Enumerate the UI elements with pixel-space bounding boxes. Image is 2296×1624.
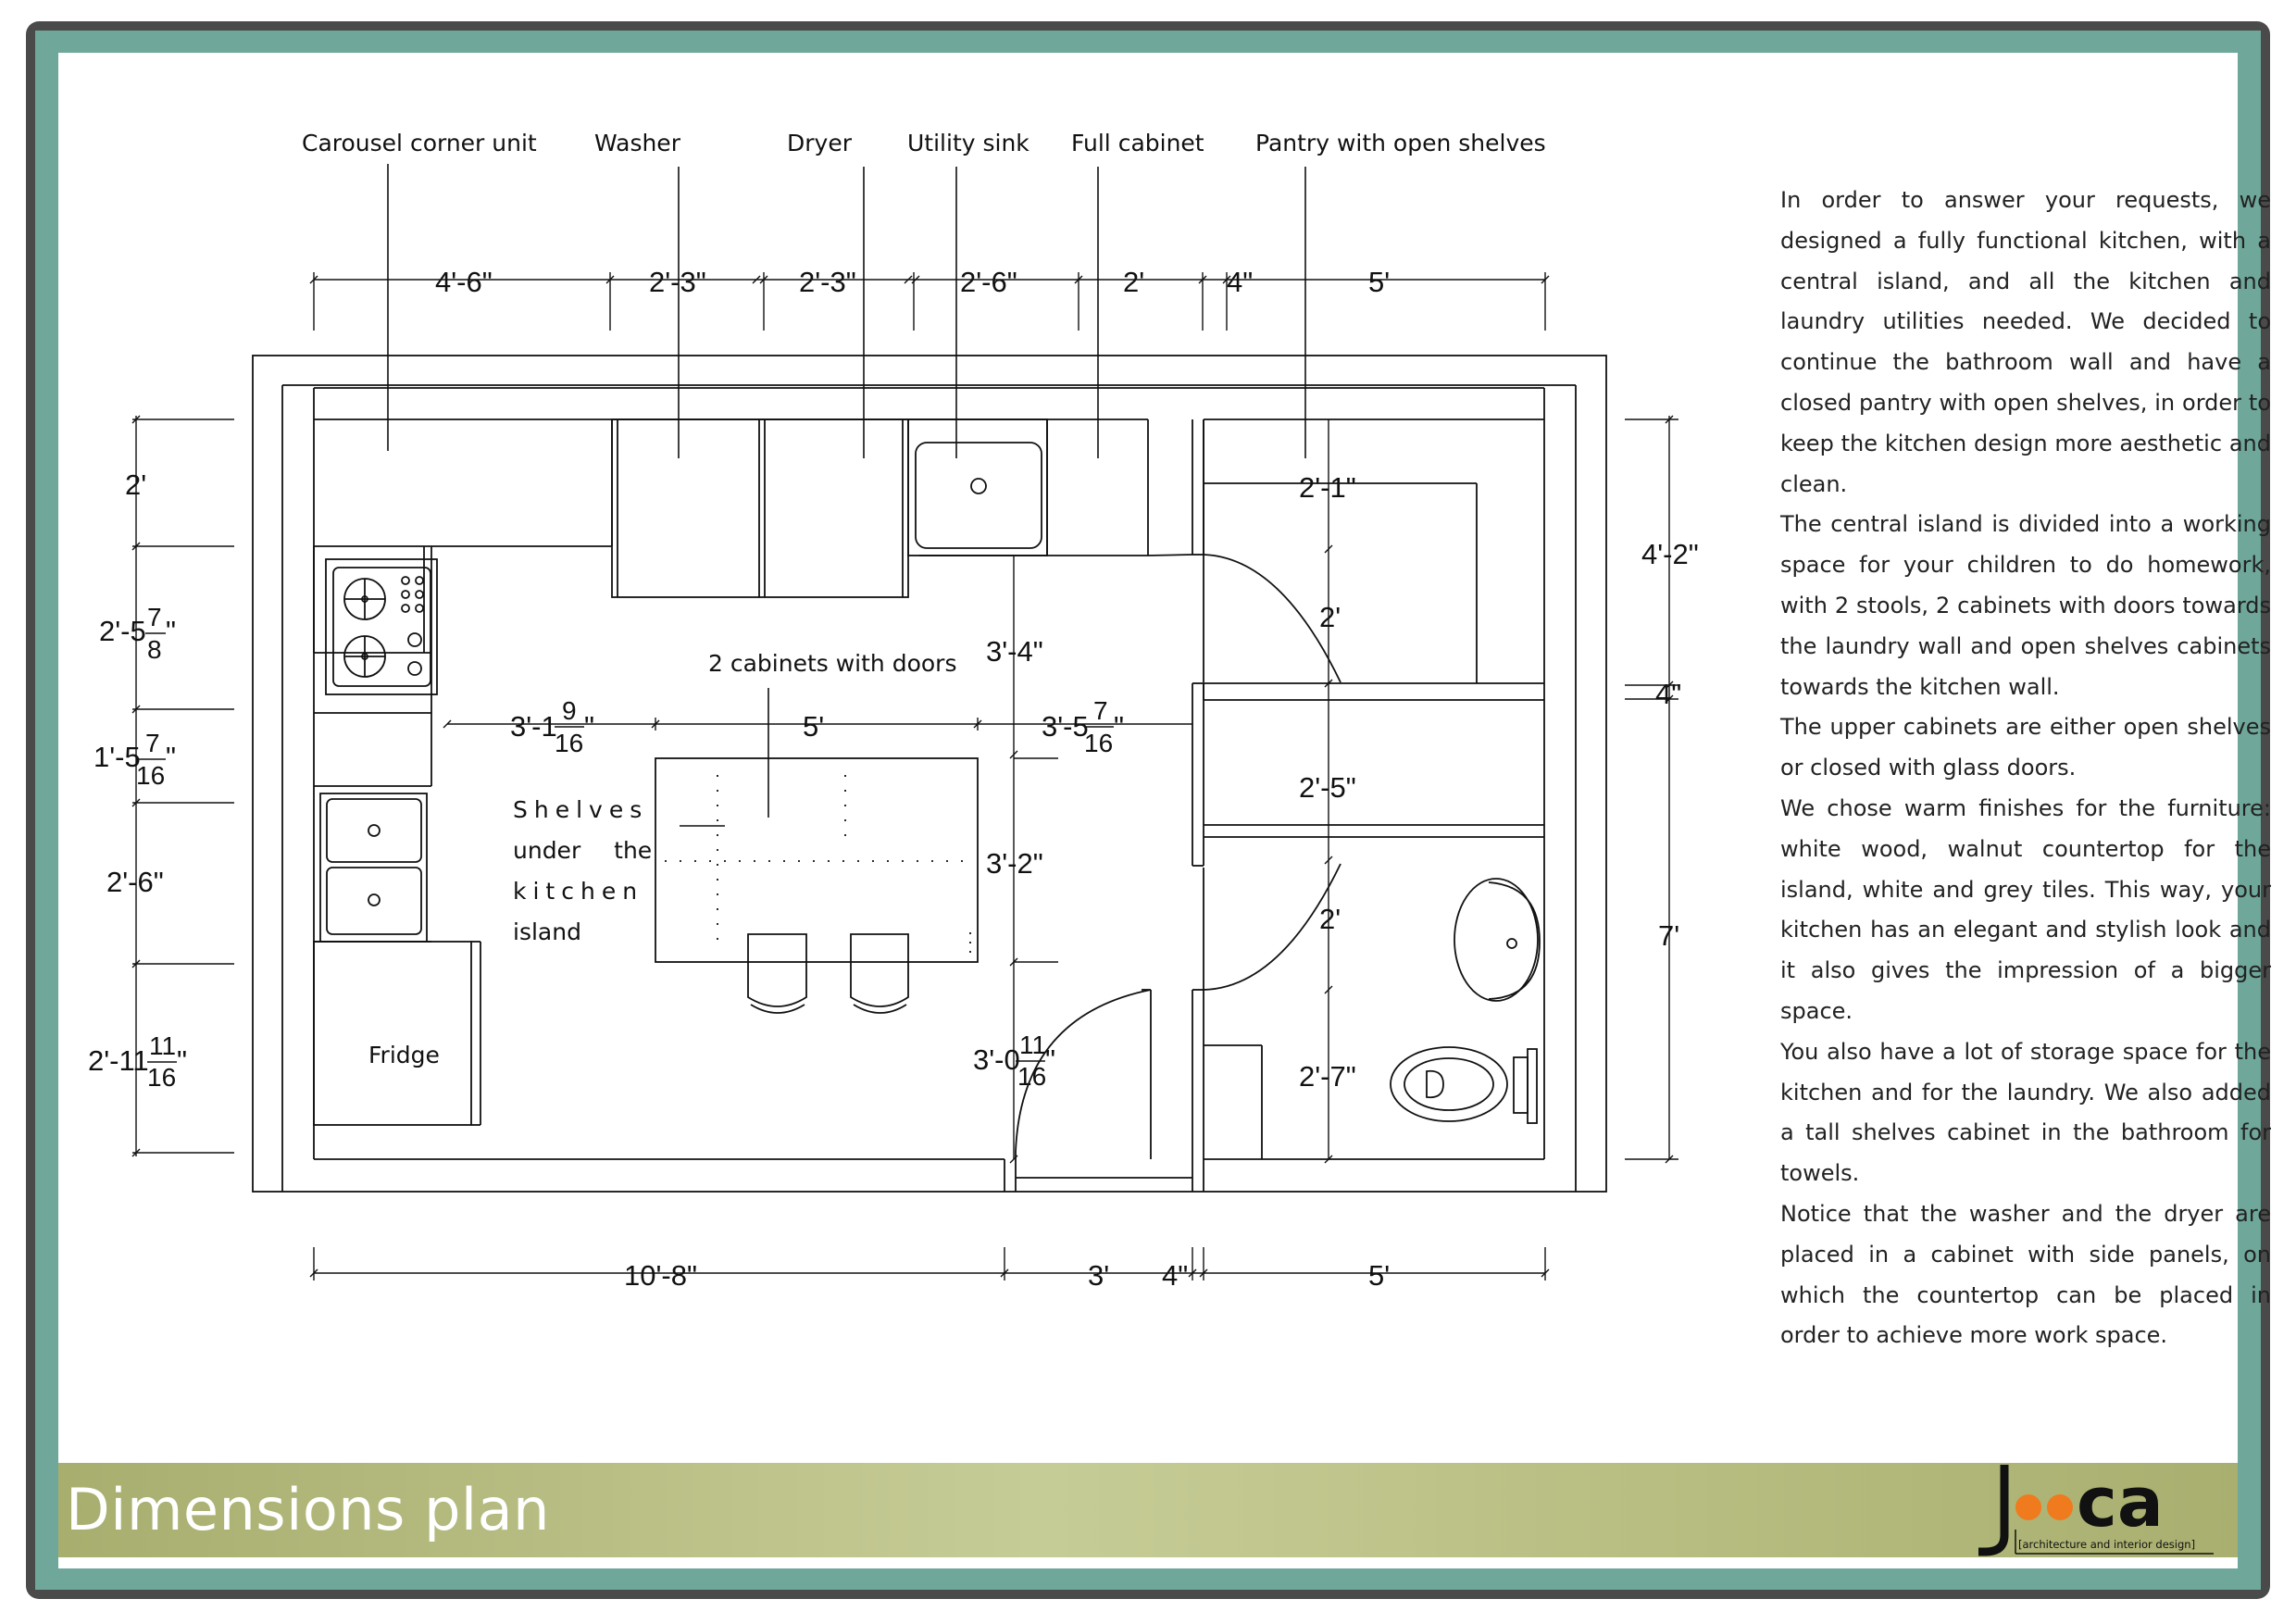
dim-top-full-cabinet: 2' bbox=[1123, 266, 1145, 298]
dim-bottom-bath: 5' bbox=[1368, 1259, 1391, 1292]
dim-bath-upper: 2'-5" bbox=[1299, 771, 1356, 804]
description-paragraph: Notice that the washer and the dryer are placed in a cabinet with side panels, on which the countertop can be placed in order to achieve more work space. bbox=[1780, 1200, 2271, 1349]
dim-door-2: 2' bbox=[1319, 903, 1341, 935]
dim-island-right-num: 7 bbox=[1093, 696, 1108, 725]
island bbox=[655, 758, 978, 1013]
dim-right-wall: 4" bbox=[1655, 678, 1682, 710]
dim-left-5-den: 16 bbox=[147, 1063, 177, 1092]
dim-left-2: 2'-5 bbox=[99, 615, 146, 647]
description-paragraph: The central island is divided into a working space for your children to do homework, with 2 stools, 2 cabinets with doors towards the laundry wall and open shelves cabinets towards the kitchen wall. bbox=[1780, 511, 2271, 700]
design-description bbox=[1780, 181, 2271, 1356]
label-full-cabinet: Full cabinet bbox=[1071, 130, 1204, 156]
description-paragraph: In order to answer your requests, we designed a fully functional kitchen, with a central island, and all the kitchen and laundry utilities needed. We decided to continue the bathroom wall and have a closed pantry with open shelves, in order to keep the kitchen design more aesthetic and clean. bbox=[1780, 187, 2271, 497]
dim-bottom-kitchen: 10'-8" bbox=[624, 1259, 697, 1292]
label-carousel: Carousel corner unit bbox=[302, 130, 537, 156]
walls bbox=[253, 356, 1606, 1192]
description-paragraph: We chose warm finishes for the furniture: white wood, walnut countertop for the island, white and grey tiles. This way, your kitchen has an elegant and stylish look and it also gives the impression of a bigger space. bbox=[1780, 794, 2271, 1024]
floor-plan bbox=[58, 53, 1743, 1442]
doors bbox=[1016, 555, 1341, 1159]
dim-top-dryer: 2'-3" bbox=[799, 266, 856, 298]
dim-island-left: 3'-1 bbox=[510, 710, 557, 743]
description-paragraph: You also have a lot of storage space for the kitchen and for the laundry. We also added a tall shelves cabinet in the bathroom for towels. bbox=[1780, 1038, 2271, 1187]
dim-left-3-inch: " bbox=[166, 741, 177, 773]
dim-v-lower-den: 16 bbox=[1017, 1062, 1047, 1091]
dim-right-upper: 4'-2" bbox=[1641, 538, 1699, 570]
dim-left-4: 2'-6" bbox=[106, 866, 164, 898]
dim-left-3: 1'-5 bbox=[94, 741, 141, 773]
dim-bath-lower: 2'-7" bbox=[1299, 1060, 1356, 1093]
dim-door-1: 2' bbox=[1319, 601, 1341, 633]
label-utility-sink: Utility sink bbox=[907, 130, 1029, 156]
dim-left-5-num: 11 bbox=[149, 1031, 177, 1060]
pantry-shelves bbox=[1204, 483, 1477, 683]
label-dryer: Dryer bbox=[787, 130, 852, 156]
cooktop bbox=[326, 559, 437, 694]
logo-tagline: [architecture and interior design] bbox=[2018, 1538, 2196, 1551]
dim-v-lower: 3'-0 bbox=[973, 1043, 1020, 1076]
dim-left-3-num: 7 bbox=[145, 729, 160, 757]
label-fridge: Fridge bbox=[368, 1042, 440, 1068]
dim-top-washer: 2'-3" bbox=[649, 266, 706, 298]
dim-bottom-door: 3' bbox=[1088, 1259, 1110, 1292]
description-paragraph: The upper cabinets are either open shelves or closed with glass doors. bbox=[1780, 714, 2271, 781]
dim-top-wall: 4" bbox=[1227, 266, 1254, 298]
dim-island-right: 3'-5 bbox=[1042, 710, 1089, 743]
dim-right-lower: 7' bbox=[1658, 919, 1680, 952]
dim-v-upper: 3'-4" bbox=[986, 635, 1043, 668]
footer-band bbox=[58, 1463, 2238, 1557]
dim-v-lower-num: 11 bbox=[1019, 1031, 1047, 1059]
label-two-cabinets: 2 cabinets with doors bbox=[708, 650, 957, 677]
label-shelves-line2: under the bbox=[513, 837, 653, 864]
dim-island-width: 5' bbox=[803, 710, 825, 743]
dim-top-carousel: 4'-6" bbox=[435, 266, 493, 298]
dim-left-5-inch: " bbox=[177, 1044, 188, 1077]
dim-island-left-num: 9 bbox=[562, 696, 577, 725]
dim-bottom-wall: 4" bbox=[1162, 1259, 1189, 1292]
bottom-dimension-line bbox=[310, 1247, 1549, 1280]
dim-v-mid: 3'-2" bbox=[986, 847, 1043, 880]
dim-left-3-den: 16 bbox=[136, 761, 166, 790]
dim-island-left-den: 16 bbox=[555, 729, 584, 757]
drawing-sheet bbox=[58, 53, 2271, 1568]
label-shelves-line1: Shelves bbox=[513, 796, 649, 823]
counters bbox=[314, 419, 1192, 1125]
bathroom-fixtures bbox=[1204, 879, 1540, 1159]
text-layer bbox=[88, 130, 1699, 1292]
logo-text: ca bbox=[2077, 1463, 2164, 1543]
dim-pantry-depth: 2'-1" bbox=[1299, 471, 1356, 504]
right-dimension-line bbox=[1625, 416, 1678, 1163]
dim-island-right-inch: " bbox=[1114, 710, 1125, 743]
dim-left-2-num: 7 bbox=[147, 603, 162, 631]
page-title: Dimensions plan bbox=[66, 1476, 550, 1543]
dim-left-2-inch: " bbox=[166, 615, 177, 647]
company-logo bbox=[1977, 1463, 2217, 1557]
dim-left-5: 2'-11 bbox=[88, 1044, 149, 1077]
dim-island-left-inch: " bbox=[584, 710, 595, 743]
dim-v-lower-inch: " bbox=[1045, 1043, 1056, 1076]
label-shelves-line3: kitchen bbox=[513, 878, 644, 905]
label-washer: Washer bbox=[594, 130, 680, 156]
dim-top-pantry: 5' bbox=[1368, 266, 1391, 298]
dim-island-right-den: 16 bbox=[1084, 729, 1114, 757]
dim-left-1: 2' bbox=[125, 468, 147, 501]
label-shelves-line4: island bbox=[513, 918, 581, 945]
dim-left-2-den: 8 bbox=[147, 635, 162, 664]
dim-top-sink: 2'-6" bbox=[960, 266, 1017, 298]
label-pantry: Pantry with open shelves bbox=[1255, 130, 1546, 156]
top-dimension-line bbox=[310, 272, 1549, 331]
